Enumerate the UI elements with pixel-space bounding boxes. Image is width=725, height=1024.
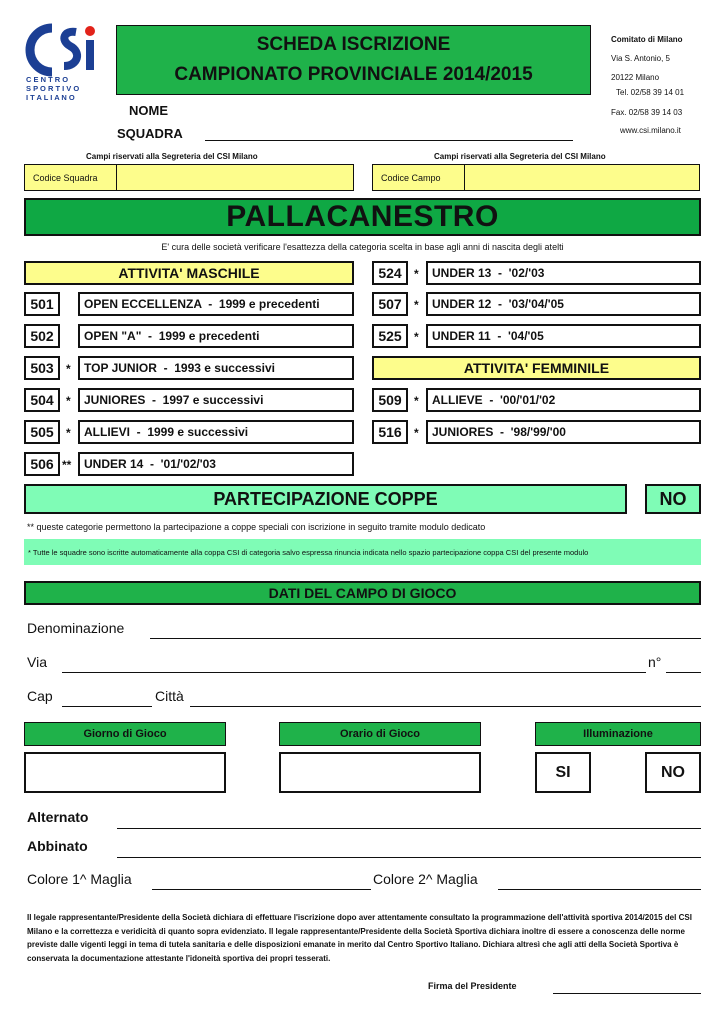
maschile-title-box xyxy=(24,261,354,285)
category-502-option[interactable]: OPEN "A" - 1999 e precedenti xyxy=(78,324,354,348)
code-509: 509 xyxy=(372,388,408,412)
orario-header xyxy=(279,722,481,746)
sport-note: E' cura delle società verificare l'esattezza della categoria scelta in base agli anni di nascita degli atelti xyxy=(161,242,564,252)
code-506: 506 xyxy=(24,452,60,476)
category-516-option[interactable]: JUNIORES - '98/'99/'00 xyxy=(426,420,701,444)
campo-title-box xyxy=(24,581,701,605)
firma-label: Firma del Presidente xyxy=(428,981,517,991)
coppe-value: NO xyxy=(659,488,687,509)
reserved-left-title: Campi riservati alla Segreteria del CSI Milano xyxy=(86,152,258,161)
contact-tel: Tel. 02/58 39 14 01 xyxy=(616,88,685,97)
nome-squadra-field[interactable] xyxy=(205,140,573,141)
no-label: NO xyxy=(661,763,685,781)
coppe-title-box xyxy=(24,484,627,514)
coppe-title: PARTECIPAZIONE COPPE xyxy=(213,488,438,509)
category-506-option[interactable]: UNDER 14 - '01/'02/'03 xyxy=(78,452,354,476)
code-505: 505 xyxy=(24,420,60,444)
giorno-header xyxy=(24,722,226,746)
code-501: 501 xyxy=(24,292,60,316)
star-505: * xyxy=(66,426,71,440)
citta-label: Città xyxy=(155,688,184,704)
star-525: * xyxy=(414,330,419,344)
orario-label: Orario di Gioco xyxy=(339,728,421,740)
category-525-option[interactable]: UNDER 11 - '04/'05 xyxy=(426,324,701,348)
numero-field[interactable] xyxy=(666,672,701,673)
illuminazione-label: Illuminazione xyxy=(583,728,653,740)
denominazione-label: Denominazione xyxy=(27,620,125,636)
colore2-field[interactable] xyxy=(498,889,701,890)
title-line2: CAMPIONATO PROVINCIALE 2014/2015 xyxy=(174,64,533,85)
contact-web: www.csi.milano.it xyxy=(620,126,681,135)
orario-input[interactable] xyxy=(279,752,481,793)
codice-squadra-box xyxy=(24,164,354,191)
code-503: 503 xyxy=(24,356,60,380)
reserved-right-title: Campi riservati alla Segreteria del CSI Milano xyxy=(434,152,606,161)
sport-title-box xyxy=(24,198,701,236)
category-505-option[interactable]: ALLIEVI - 1999 e successivi xyxy=(78,420,354,444)
code-502: 502 xyxy=(24,324,60,348)
title-line1: SCHEDA ISCRIZIONE xyxy=(256,34,451,55)
star-506: ** xyxy=(62,458,72,472)
contact-city: 20122 Milano xyxy=(611,73,660,82)
logo-line2: S P O R T I V O xyxy=(26,84,80,93)
header-title-box xyxy=(116,25,591,95)
cap-field[interactable] xyxy=(62,706,152,707)
giorno-label: Giorno di Gioco xyxy=(83,728,167,740)
category-509-option[interactable]: ALLIEVE - '00/'01/'02 xyxy=(426,388,701,412)
category-524-option[interactable]: UNDER 13 - '02/'03 xyxy=(426,261,701,285)
coppe-note1: ** queste categorie permettono la partecipazione a coppe speciali con iscrizione in seguito tramite modulo dedicato xyxy=(27,522,486,532)
code-507: 507 xyxy=(372,292,408,316)
citta-field[interactable] xyxy=(190,706,701,707)
giorno-input[interactable] xyxy=(24,752,226,793)
illuminazione-no-option[interactable] xyxy=(645,752,701,793)
via-field[interactable] xyxy=(62,672,646,673)
abbinato-field[interactable] xyxy=(117,857,701,858)
colore1-label: Colore 1^ Maglia xyxy=(27,871,132,887)
alternato-field[interactable] xyxy=(117,828,701,829)
csi-logo xyxy=(24,22,104,104)
colore2-label: Colore 2^ Maglia xyxy=(373,871,478,887)
campo-title: DATI DEL CAMPO DI GIOCO xyxy=(268,585,457,601)
logo-line3: I T A L I A N O xyxy=(26,93,75,102)
logo-line1: C E N T R O xyxy=(26,75,69,84)
codice-squadra-label: Codice Squadra xyxy=(25,165,117,190)
codice-campo-box xyxy=(372,164,700,191)
csi-logo-mark xyxy=(24,22,104,78)
nome-label: NOME xyxy=(129,103,168,118)
femminile-title-box xyxy=(372,356,701,380)
category-501-option[interactable]: OPEN ECCELLENZA - 1999 e precedenti xyxy=(78,292,354,316)
alternato-label: Alternato xyxy=(27,809,89,825)
firma-field[interactable] xyxy=(553,993,701,994)
codice-squadra-input[interactable] xyxy=(117,165,353,190)
cap-label: Cap xyxy=(27,688,53,704)
declaration-text: Il legale rappresentante/Presidente della Società dichiara di effettuare l'iscrizione dopo aver attentamente consultato la programmazione dell'attività sportiva 2014/2015 del CSI Milano e la correttezza e veridicità di quanto sopra evidenziato. Il legale rappresentante/Presidente della Società Sportiva dichiara inoltre di essere a conoscenza delle norme previste dalle vigenti leggi in tema di tutela sanitaria e delle disposizioni emanate in merito dal Centro Sportivo Italiano. Dichiara altresì che agli atti della Società Sportiva è conservata la documentazione attestante l'idoneità sportiva dei propri tesserati. xyxy=(27,913,692,963)
code-504: 504 xyxy=(24,388,60,412)
star-504: * xyxy=(66,394,71,408)
colore1-field[interactable] xyxy=(152,889,371,890)
star-507: * xyxy=(414,298,419,312)
code-516: 516 xyxy=(372,420,408,444)
numero-label: n° xyxy=(648,654,662,670)
contact-address: Via S. Antonio, 5 xyxy=(611,54,671,63)
star-524: * xyxy=(414,267,419,281)
category-507-option[interactable]: UNDER 12 - '03/'04/'05 xyxy=(426,292,701,316)
illuminazione-header xyxy=(535,722,701,746)
codice-campo-label: Codice Campo xyxy=(373,165,465,190)
star-516: * xyxy=(414,426,419,440)
coppe-note2: * Tutte le squadre sono iscritte automaticamente alla coppa CSI di categoria salvo espressa rinuncia indicata nello spazio partecipazione coppa CSI del presente modulo xyxy=(28,547,589,557)
sport-title: PALLACANESTRO xyxy=(226,200,499,233)
femminile-title: ATTIVITA' FEMMINILE xyxy=(463,360,610,376)
denominazione-field[interactable] xyxy=(150,638,701,639)
squadra-label: SQUADRA xyxy=(117,126,183,141)
star-503: * xyxy=(66,362,71,376)
coppe-note2-box xyxy=(24,539,701,565)
contact-org: Comitato di Milano xyxy=(611,35,683,44)
illuminazione-si-option[interactable] xyxy=(535,752,591,793)
maschile-title: ATTIVITA' MASCHILE xyxy=(118,265,260,281)
contact-fax: Fax. 02/58 39 14 03 xyxy=(611,108,683,117)
category-504-option[interactable]: JUNIORES - 1997 e successivi xyxy=(78,388,354,412)
category-503-option[interactable]: TOP JUNIOR - 1993 e successivi xyxy=(78,356,354,380)
star-509: * xyxy=(414,394,419,408)
code-524: 524 xyxy=(372,261,408,285)
codice-campo-input[interactable] xyxy=(465,165,699,190)
si-label: SI xyxy=(555,763,571,781)
abbinato-label: Abbinato xyxy=(27,838,88,854)
code-525: 525 xyxy=(372,324,408,348)
contact-block xyxy=(611,30,683,87)
coppe-value-toggle[interactable] xyxy=(645,484,701,514)
via-label: Via xyxy=(27,654,47,670)
